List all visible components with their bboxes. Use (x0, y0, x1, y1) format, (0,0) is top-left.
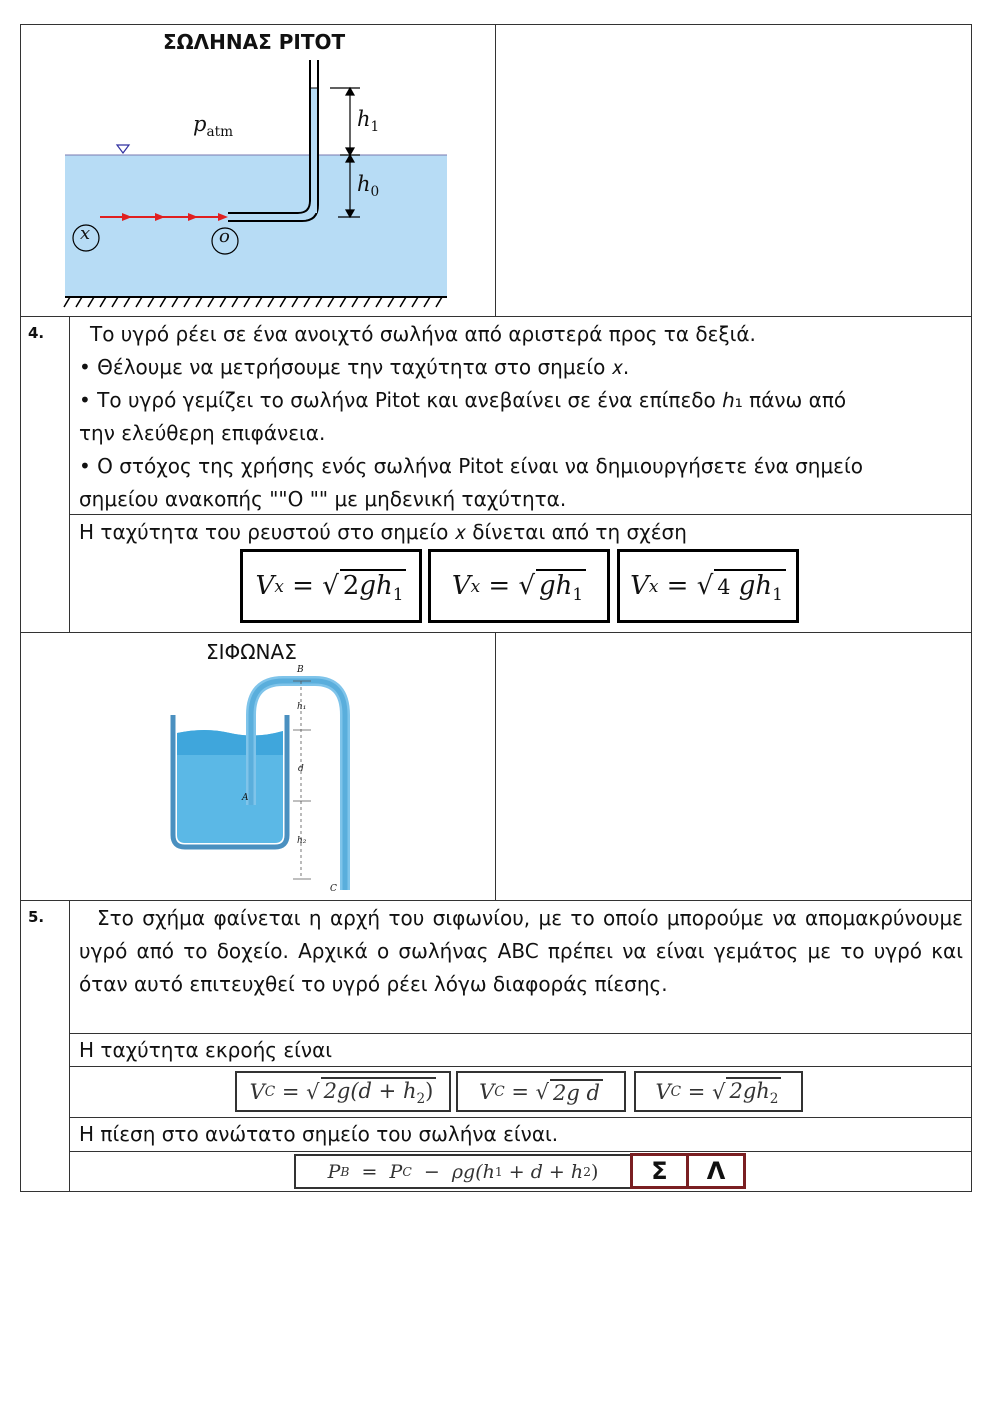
label-h0: $h_0$ (357, 172, 380, 200)
siphon-diagram (165, 665, 365, 901)
question-number-4: 4. (28, 324, 45, 342)
false-option-button[interactable]: Λ (686, 1153, 746, 1189)
siphon-title: ΣΙΦΩΝΑΣ (206, 640, 297, 664)
q4-line-2: • Θέλουμε να μετρήσουμε την ταχύτητα στο σημείο 𝑥. (79, 355, 630, 379)
q5-option-1[interactable]: V C = √ $2g(d + h_2)$ (235, 1071, 451, 1112)
pitot-title: ΣΩΛΗΝΑΣ PITOT (163, 30, 346, 54)
true-option-button[interactable]: Σ (630, 1153, 689, 1189)
q5-option-3[interactable]: V C = √ $2gh_2$ (634, 1071, 803, 1112)
q5-prompt-2: Η πίεση στο ανώτατο σημείο του σωλήνα είναι. (79, 1122, 559, 1146)
q4-line-4: την ελεύθερη επιφάνεια. (79, 421, 326, 445)
q4-line-5: • Ο στόχος της χρήσης ενός σωλήνα Pitot είναι να δημιουργήσετε ένα σημείο (79, 454, 863, 478)
siphon-label-A: A (242, 793, 249, 803)
label-patm: $p_{atm}$ (193, 112, 234, 140)
siphon-label-d: d (298, 764, 304, 774)
q4-line-6: σημείου ανακοπής ""Ο "" με μηδενική ταχύτητα. (79, 487, 567, 511)
ground-hatch (64, 297, 442, 307)
q5-option-2[interactable]: V C = √ 2g d (456, 1071, 626, 1112)
q5-paragraph: Στο σχήμα φαίνεται η αρχή του σιφωνίου, με το οποίο μπορούμε να απομακρύνουμε υγρό από το δοχείο. Αρχικά ο σωλήνας ABC πρέπει να είναι γεμάτος με το υγρό και όταν αυτό επιτευχθεί το υγρό ρέει λόγω διαφοράς πίεσης. (79, 906, 963, 996)
question-number-5: 5. (28, 908, 45, 926)
q5-pressure-equation: P B = P C − ρg(h 1 + d + h 2 ) (294, 1154, 632, 1189)
surface-marker-icon (117, 145, 129, 153)
q4-option-2[interactable]: V x = √ $gh_1$ (428, 549, 610, 623)
q4-line-1: Το υγρό ρέει σε ένα ανοιχτό σωλήνα από αριστερά προς τα δεξιά. (90, 322, 756, 346)
pitot-water (65, 155, 447, 297)
siphon-label-h1: h₁ (297, 702, 307, 712)
label-x: x (80, 223, 91, 244)
label-h1: $h_1$ (357, 107, 380, 135)
q4-option-1[interactable]: V x = √ $2gh_1$ (240, 549, 422, 623)
q4-line-3: • Το υγρό γεμίζει το σωλήνα Pitot και ανεβαίνει σε ένα επίπεδο ℎ₁ πάνω από (79, 388, 847, 412)
q5-prompt-1: Η ταχύτητα εκροής είναι (79, 1038, 333, 1062)
siphon-label-B: B (297, 665, 304, 675)
siphon-label-C: C (330, 884, 337, 894)
q4-prompt: Η ταχύτητα του ρευστού στο σημείο 𝑥 δίνεται από τη σχέση (79, 520, 687, 544)
label-o: o (219, 226, 230, 247)
q4-option-3[interactable]: V x = √ 4 $gh_1$ (617, 549, 799, 623)
pitot-diagram (60, 55, 460, 315)
dimension-h1 (330, 88, 360, 155)
siphon-label-h2: h₂ (297, 836, 307, 846)
